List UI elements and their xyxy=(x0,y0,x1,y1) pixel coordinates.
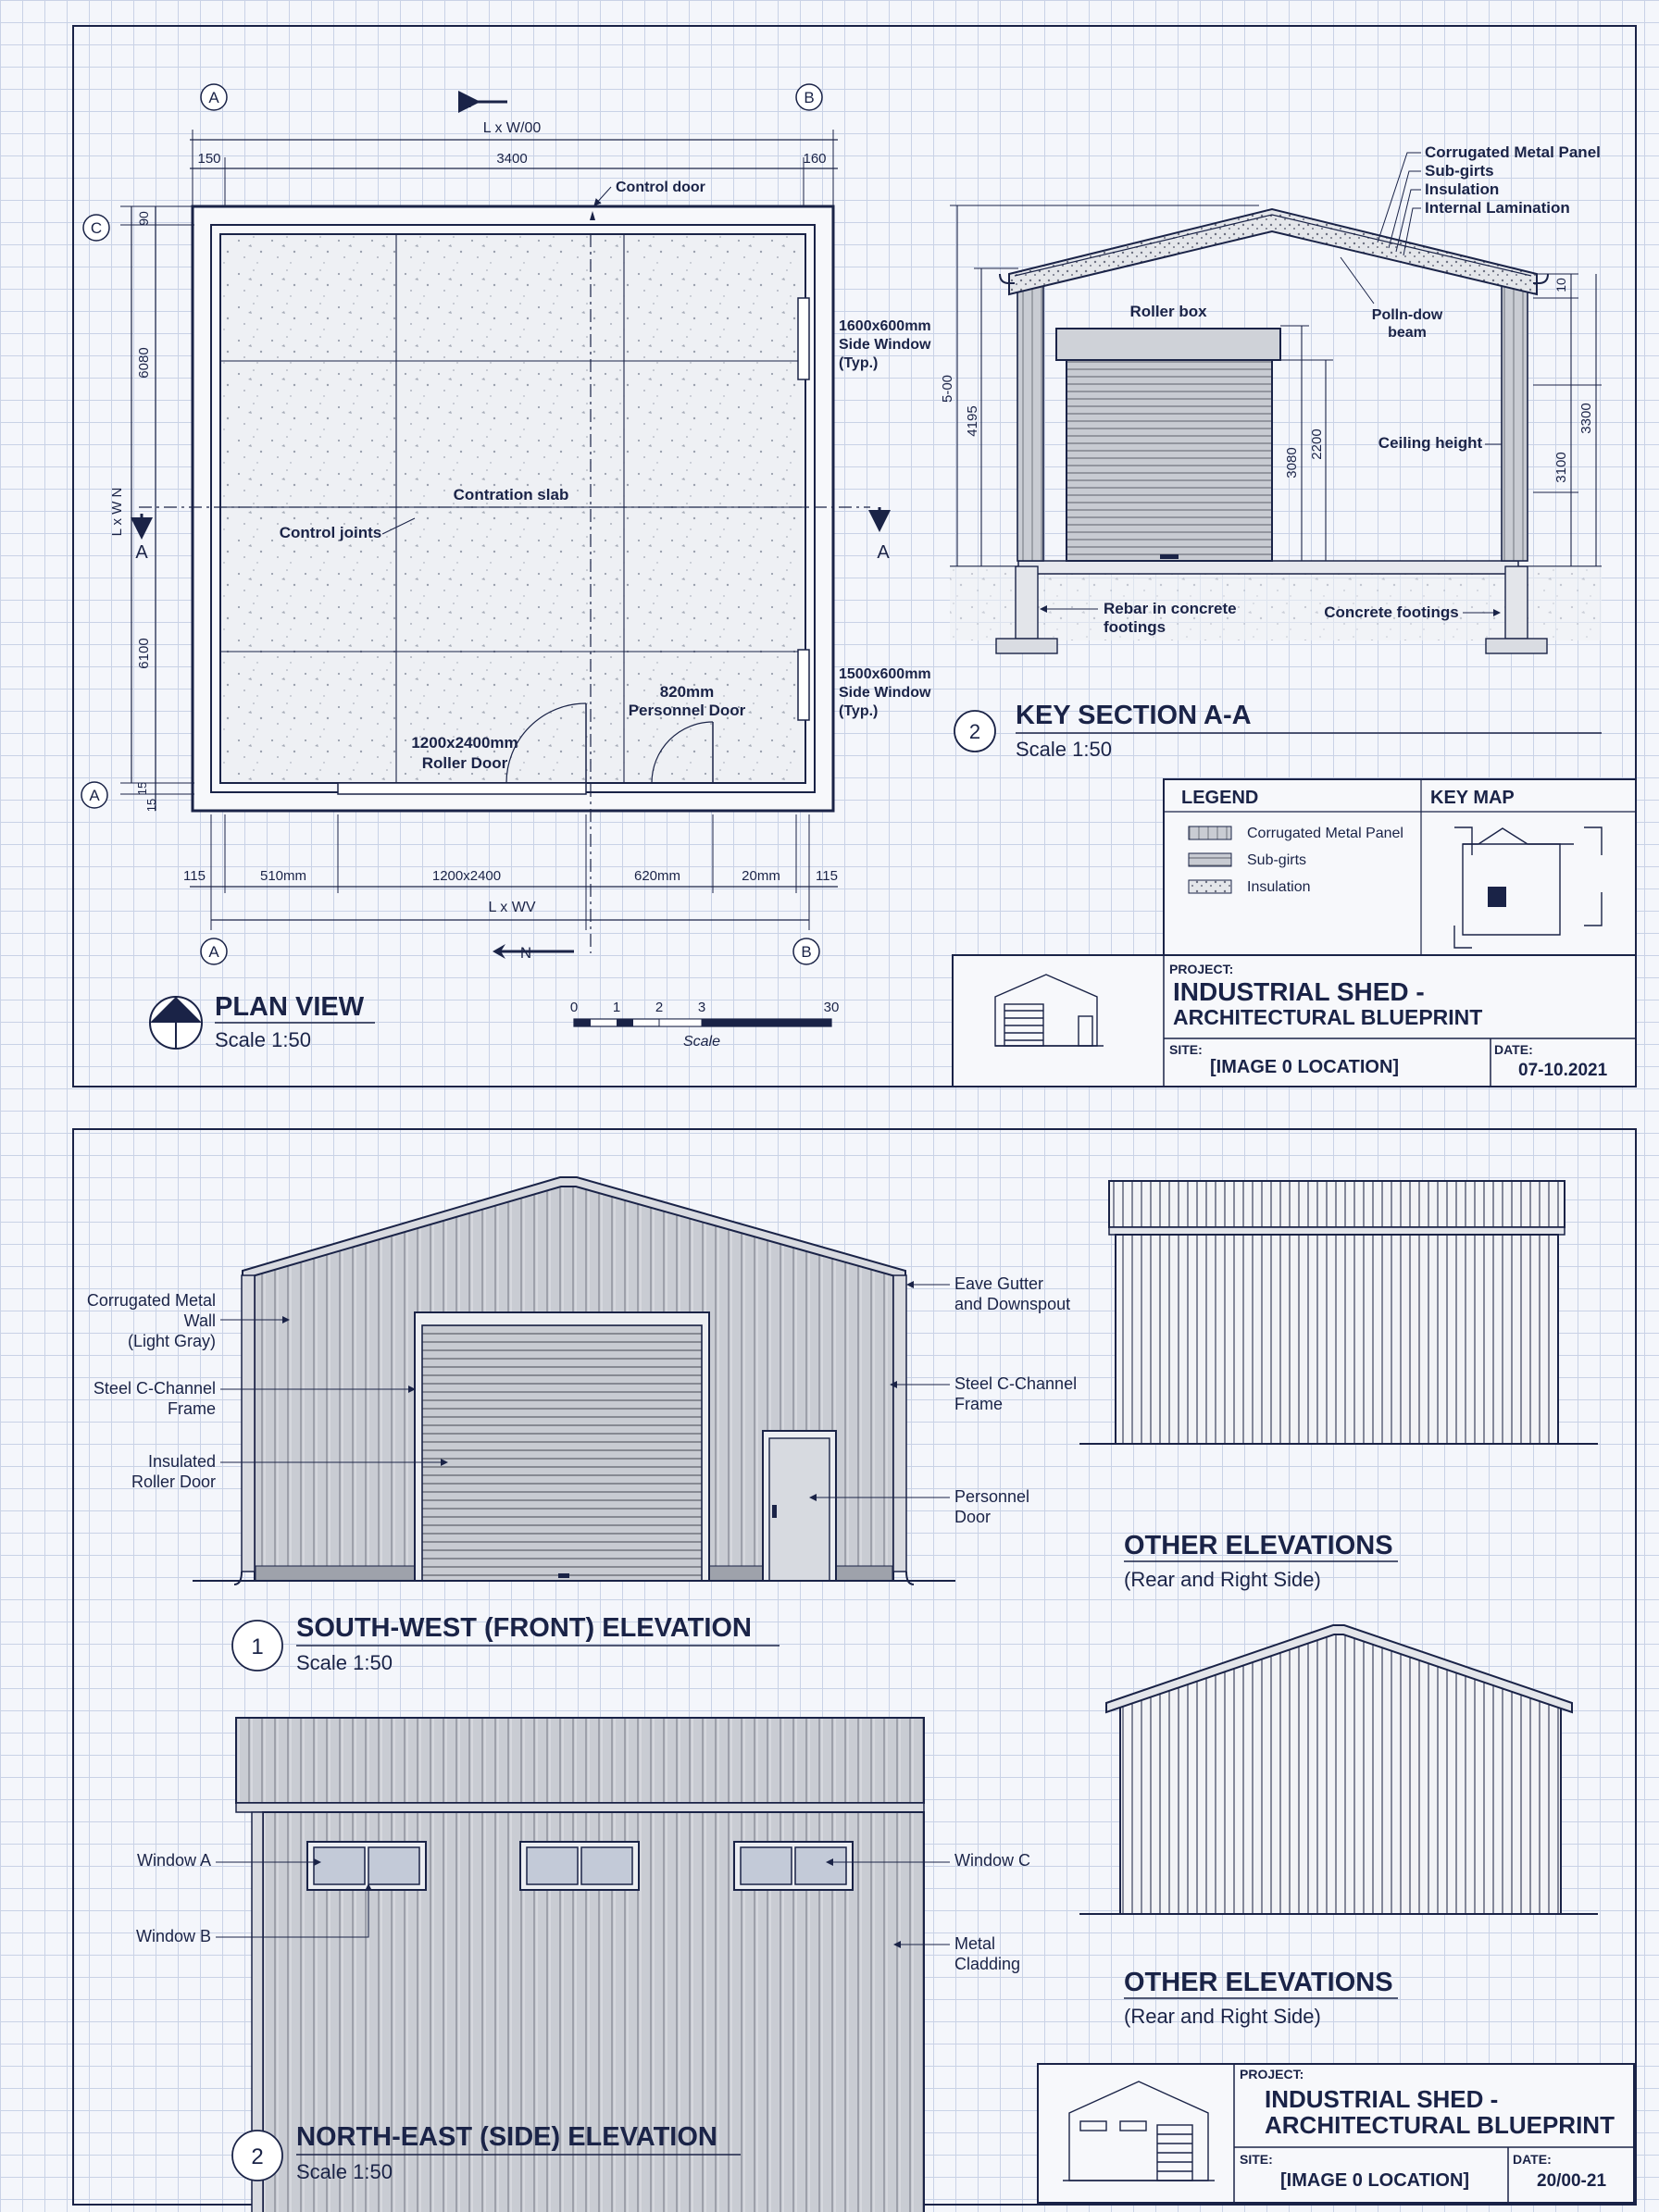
dim-bottom-0: 115 xyxy=(183,868,206,884)
dim-door-outer: 3080 xyxy=(1284,447,1300,478)
sheet-1 xyxy=(0,0,1659,1101)
rear-roof xyxy=(1109,1181,1565,1227)
rebar-label-2: footings xyxy=(1104,618,1166,636)
floor-slab xyxy=(1018,561,1518,574)
frame-right-label-2: Frame xyxy=(954,1395,1004,1413)
other-elevation-2 xyxy=(1079,1625,1598,2028)
side-window-2 xyxy=(798,650,809,720)
beam-label-1: Polln-dow xyxy=(1371,307,1443,323)
ground-fill xyxy=(950,566,1602,640)
dim-right-total: 3300 xyxy=(1578,403,1594,434)
frame-right-label-1: Steel C-Channel xyxy=(954,1374,1078,1393)
right-side-wall xyxy=(1120,1632,1561,1914)
roller-door-opening xyxy=(338,783,586,794)
front-title: SOUTH-WEST (FRONT) ELEVATION xyxy=(296,1613,752,1643)
side-window-c xyxy=(734,1842,853,1890)
slab-label: Contration slab xyxy=(453,486,569,503)
scale-tick-4: 30 xyxy=(823,1000,840,1015)
other-1-title: OTHER ELEVATIONS xyxy=(1124,1531,1393,1560)
dim-left-upper: 6080 xyxy=(136,347,152,379)
dim-section-overall: 5-00 xyxy=(940,374,955,404)
footing-left xyxy=(1016,566,1038,639)
concrete-footings-label: Concrete footings xyxy=(1324,603,1459,621)
scale-bar xyxy=(574,1019,831,1026)
window-b-label: Window B xyxy=(135,1927,211,1945)
overall-bottom-dim: L x WV xyxy=(488,900,536,915)
dim-right-lower: 3100 xyxy=(1553,452,1569,483)
tb2-project-line2: ARCHITECTURAL BLUEPRINT xyxy=(1265,2111,1615,2139)
gutter-label-1: Eave Gutter xyxy=(954,1274,1044,1293)
grid-b-top: B xyxy=(804,89,815,106)
front-elevation xyxy=(87,1177,1077,1674)
tb2-date: 20/00-21 xyxy=(1537,2171,1607,2191)
side-number: 2 xyxy=(251,2144,264,2169)
legend-swatch-1 xyxy=(1189,853,1231,866)
grid-a-bottom: A xyxy=(208,943,219,961)
other-2-title: OTHER ELEVATIONS xyxy=(1124,1968,1393,1997)
dim-bottom-1: 510mm xyxy=(259,868,307,884)
tb2-project-label: PROJECT: xyxy=(1240,2067,1304,2082)
section-title: KEY SECTION A-A xyxy=(1016,701,1252,730)
side-title: NORTH-EAST (SIDE) ELEVATION xyxy=(296,2122,717,2152)
personnel-door-size: 820mm xyxy=(659,683,715,701)
window-a-label: Window A xyxy=(136,1851,211,1870)
legend-item-0: Corrugated Metal Panel xyxy=(1247,826,1403,841)
scale-tick-3: 3 xyxy=(697,1000,706,1015)
other-2-sub: (Rear and Right Side) xyxy=(1124,2005,1321,2028)
keymap-marker xyxy=(1488,887,1506,907)
tb2-date-label: DATE: xyxy=(1513,2152,1552,2167)
layer-label-0: Corrugated Metal Panel xyxy=(1425,143,1601,161)
scale-bar-label: Scale xyxy=(682,1034,721,1050)
side-window-2-label: Side Window xyxy=(839,685,931,701)
rear-wall xyxy=(1116,1235,1558,1444)
scale-tick-0: 0 xyxy=(569,1000,579,1015)
legend-item-1: Sub-girts xyxy=(1247,852,1307,868)
tb1-site: [IMAGE 0 LOCATION] xyxy=(1210,1057,1400,1077)
layer-label-3: Internal Lamination xyxy=(1425,199,1570,217)
personnel-door-label: Personnel Door xyxy=(628,702,746,719)
section-wall-right xyxy=(1502,278,1528,561)
cladding-label-1: Metal xyxy=(954,1934,996,1953)
tb2-site-label: SITE: xyxy=(1240,2152,1273,2167)
wall-label-2: Wall xyxy=(183,1311,216,1330)
dim-bottom-5: 115 xyxy=(816,868,838,884)
dim-section-eave: 4195 xyxy=(965,405,980,437)
dim-left-bot1: 15 xyxy=(135,781,149,796)
tb2-project-line1: INDUSTRIAL SHED - xyxy=(1265,2085,1499,2113)
door-label-2: Door xyxy=(954,1508,992,1526)
legend-swatch-2 xyxy=(1189,880,1231,893)
wall-label-1: Corrugated Metal xyxy=(86,1291,216,1310)
plan-view xyxy=(81,84,931,1051)
layer-label-2: Insulation xyxy=(1425,180,1500,198)
roller-label-2: Roller Door xyxy=(131,1473,216,1491)
section-wall-left xyxy=(1017,278,1043,561)
control-joints-label: Control joints xyxy=(279,524,382,541)
dim-bottom-4: 20mm xyxy=(742,868,780,884)
dim-door-inner: 2200 xyxy=(1309,429,1325,460)
control-door-label: Control door xyxy=(616,180,705,195)
dim-top-right: 160 xyxy=(803,151,827,167)
tb1-project-label: PROJECT: xyxy=(1169,962,1234,976)
side-window-a xyxy=(307,1842,426,1890)
dim-top-left: 150 xyxy=(197,151,221,167)
sheet-2 xyxy=(0,1101,1659,2212)
dim-left-overall: L x W N xyxy=(109,487,125,537)
gutter-label-2: and Downspout xyxy=(954,1295,1071,1313)
roller-door-label: Roller Door xyxy=(421,754,508,772)
frame-left-label-1: Steel C-Channel xyxy=(93,1379,216,1398)
side-window-b xyxy=(520,1842,639,1890)
side-elevation xyxy=(136,1718,1030,2212)
side-window-1 xyxy=(798,298,809,379)
side-window-1-typ: (Typ.) xyxy=(839,355,879,371)
layer-label-1: Sub-girts xyxy=(1425,162,1494,180)
roller-door-size: 1200x2400mm xyxy=(411,734,518,752)
wall-label-3: (Light Gray) xyxy=(127,1332,216,1350)
section-mark-right: A xyxy=(877,542,890,563)
tb1-date-label: DATE: xyxy=(1494,1042,1533,1057)
other-elevation-1 xyxy=(1079,1181,1598,1591)
side-roof xyxy=(236,1718,924,1803)
dim-left-top: 90 xyxy=(136,211,151,226)
other-1-sub: (Rear and Right Side) xyxy=(1124,1568,1321,1591)
dim-left-lower: 6100 xyxy=(136,638,152,669)
section-scale: Scale 1:50 xyxy=(1016,738,1112,761)
section-roller-door xyxy=(1066,360,1272,561)
frame-left-label-2: Frame xyxy=(167,1399,216,1418)
tb2-site: [IMAGE 0 LOCATION] xyxy=(1280,2170,1470,2191)
legend-panel xyxy=(1164,779,1636,955)
plan-title: PLAN VIEW xyxy=(215,992,365,1022)
tb1-date: 07-10.2021 xyxy=(1518,1061,1608,1080)
grid-a-left: A xyxy=(89,787,100,804)
north-label: N xyxy=(519,944,532,962)
side-window-1-label: Side Window xyxy=(839,337,931,353)
front-scale: Scale 1:50 xyxy=(296,1651,393,1674)
plan-scale: Scale 1:50 xyxy=(215,1028,311,1051)
title-block-2 xyxy=(1038,2064,1634,2203)
downspout-right xyxy=(893,1275,906,1572)
tb1-project-line2: ARCHITECTURAL BLUEPRINT xyxy=(1173,1005,1483,1029)
keymap-title: KEY MAP xyxy=(1430,788,1515,808)
tb1-project-line1: INDUSTRIAL SHED - xyxy=(1173,977,1425,1006)
tb1-site-label: SITE: xyxy=(1169,1042,1203,1057)
legend-swatch-0 xyxy=(1189,826,1231,839)
roller-label-1: Insulated xyxy=(147,1452,216,1471)
grid-b-bottom: B xyxy=(801,943,812,961)
section-roof xyxy=(1009,209,1537,294)
roller-box xyxy=(1056,329,1280,360)
roller-box-label: Roller box xyxy=(1129,303,1207,320)
section-mark-top: A xyxy=(458,92,471,112)
section-number: 2 xyxy=(968,720,981,743)
side-window-2-typ: (Typ.) xyxy=(839,703,879,719)
front-personnel-door xyxy=(769,1438,830,1581)
dim-left-bot2: 15 xyxy=(144,798,158,813)
key-section xyxy=(940,143,1602,761)
overall-top-dim: L x W/00 xyxy=(482,120,542,136)
beam-label-2: beam xyxy=(1388,325,1427,341)
side-window-2-size: 1500x600mm xyxy=(839,666,931,682)
title-block-1 xyxy=(953,955,1636,1087)
dim-top-mid: 3400 xyxy=(496,151,528,167)
legend-item-2: Insulation xyxy=(1247,879,1311,895)
door-handle-icon xyxy=(772,1505,777,1518)
dim-bottom-3: 620mm xyxy=(633,868,681,884)
dim-bottom-2: 1200x2400 xyxy=(431,868,502,884)
legend-title: LEGEND xyxy=(1181,788,1259,808)
side-scale: Scale 1:50 xyxy=(296,2160,393,2183)
scale-tick-1: 1 xyxy=(612,1000,621,1015)
cladding-label-2: Cladding xyxy=(954,1955,1021,1973)
scale-tick-2: 2 xyxy=(655,1000,664,1015)
front-number: 1 xyxy=(251,1634,264,1659)
grid-a-top: A xyxy=(208,89,219,106)
door-label-1: Personnel xyxy=(954,1487,1030,1506)
dim-right-top: 10 xyxy=(1553,278,1568,292)
ceiling-height-label: Ceiling height xyxy=(1378,434,1483,452)
grid-c: C xyxy=(90,219,103,237)
side-window-1-size: 1600x600mm xyxy=(839,318,931,334)
footing-right xyxy=(1505,566,1528,639)
front-roller-door xyxy=(422,1325,702,1581)
window-c-label: Window C xyxy=(954,1851,1031,1870)
section-mark-left: A xyxy=(135,542,148,563)
rebar-label-1: Rebar in concrete xyxy=(1104,600,1237,617)
